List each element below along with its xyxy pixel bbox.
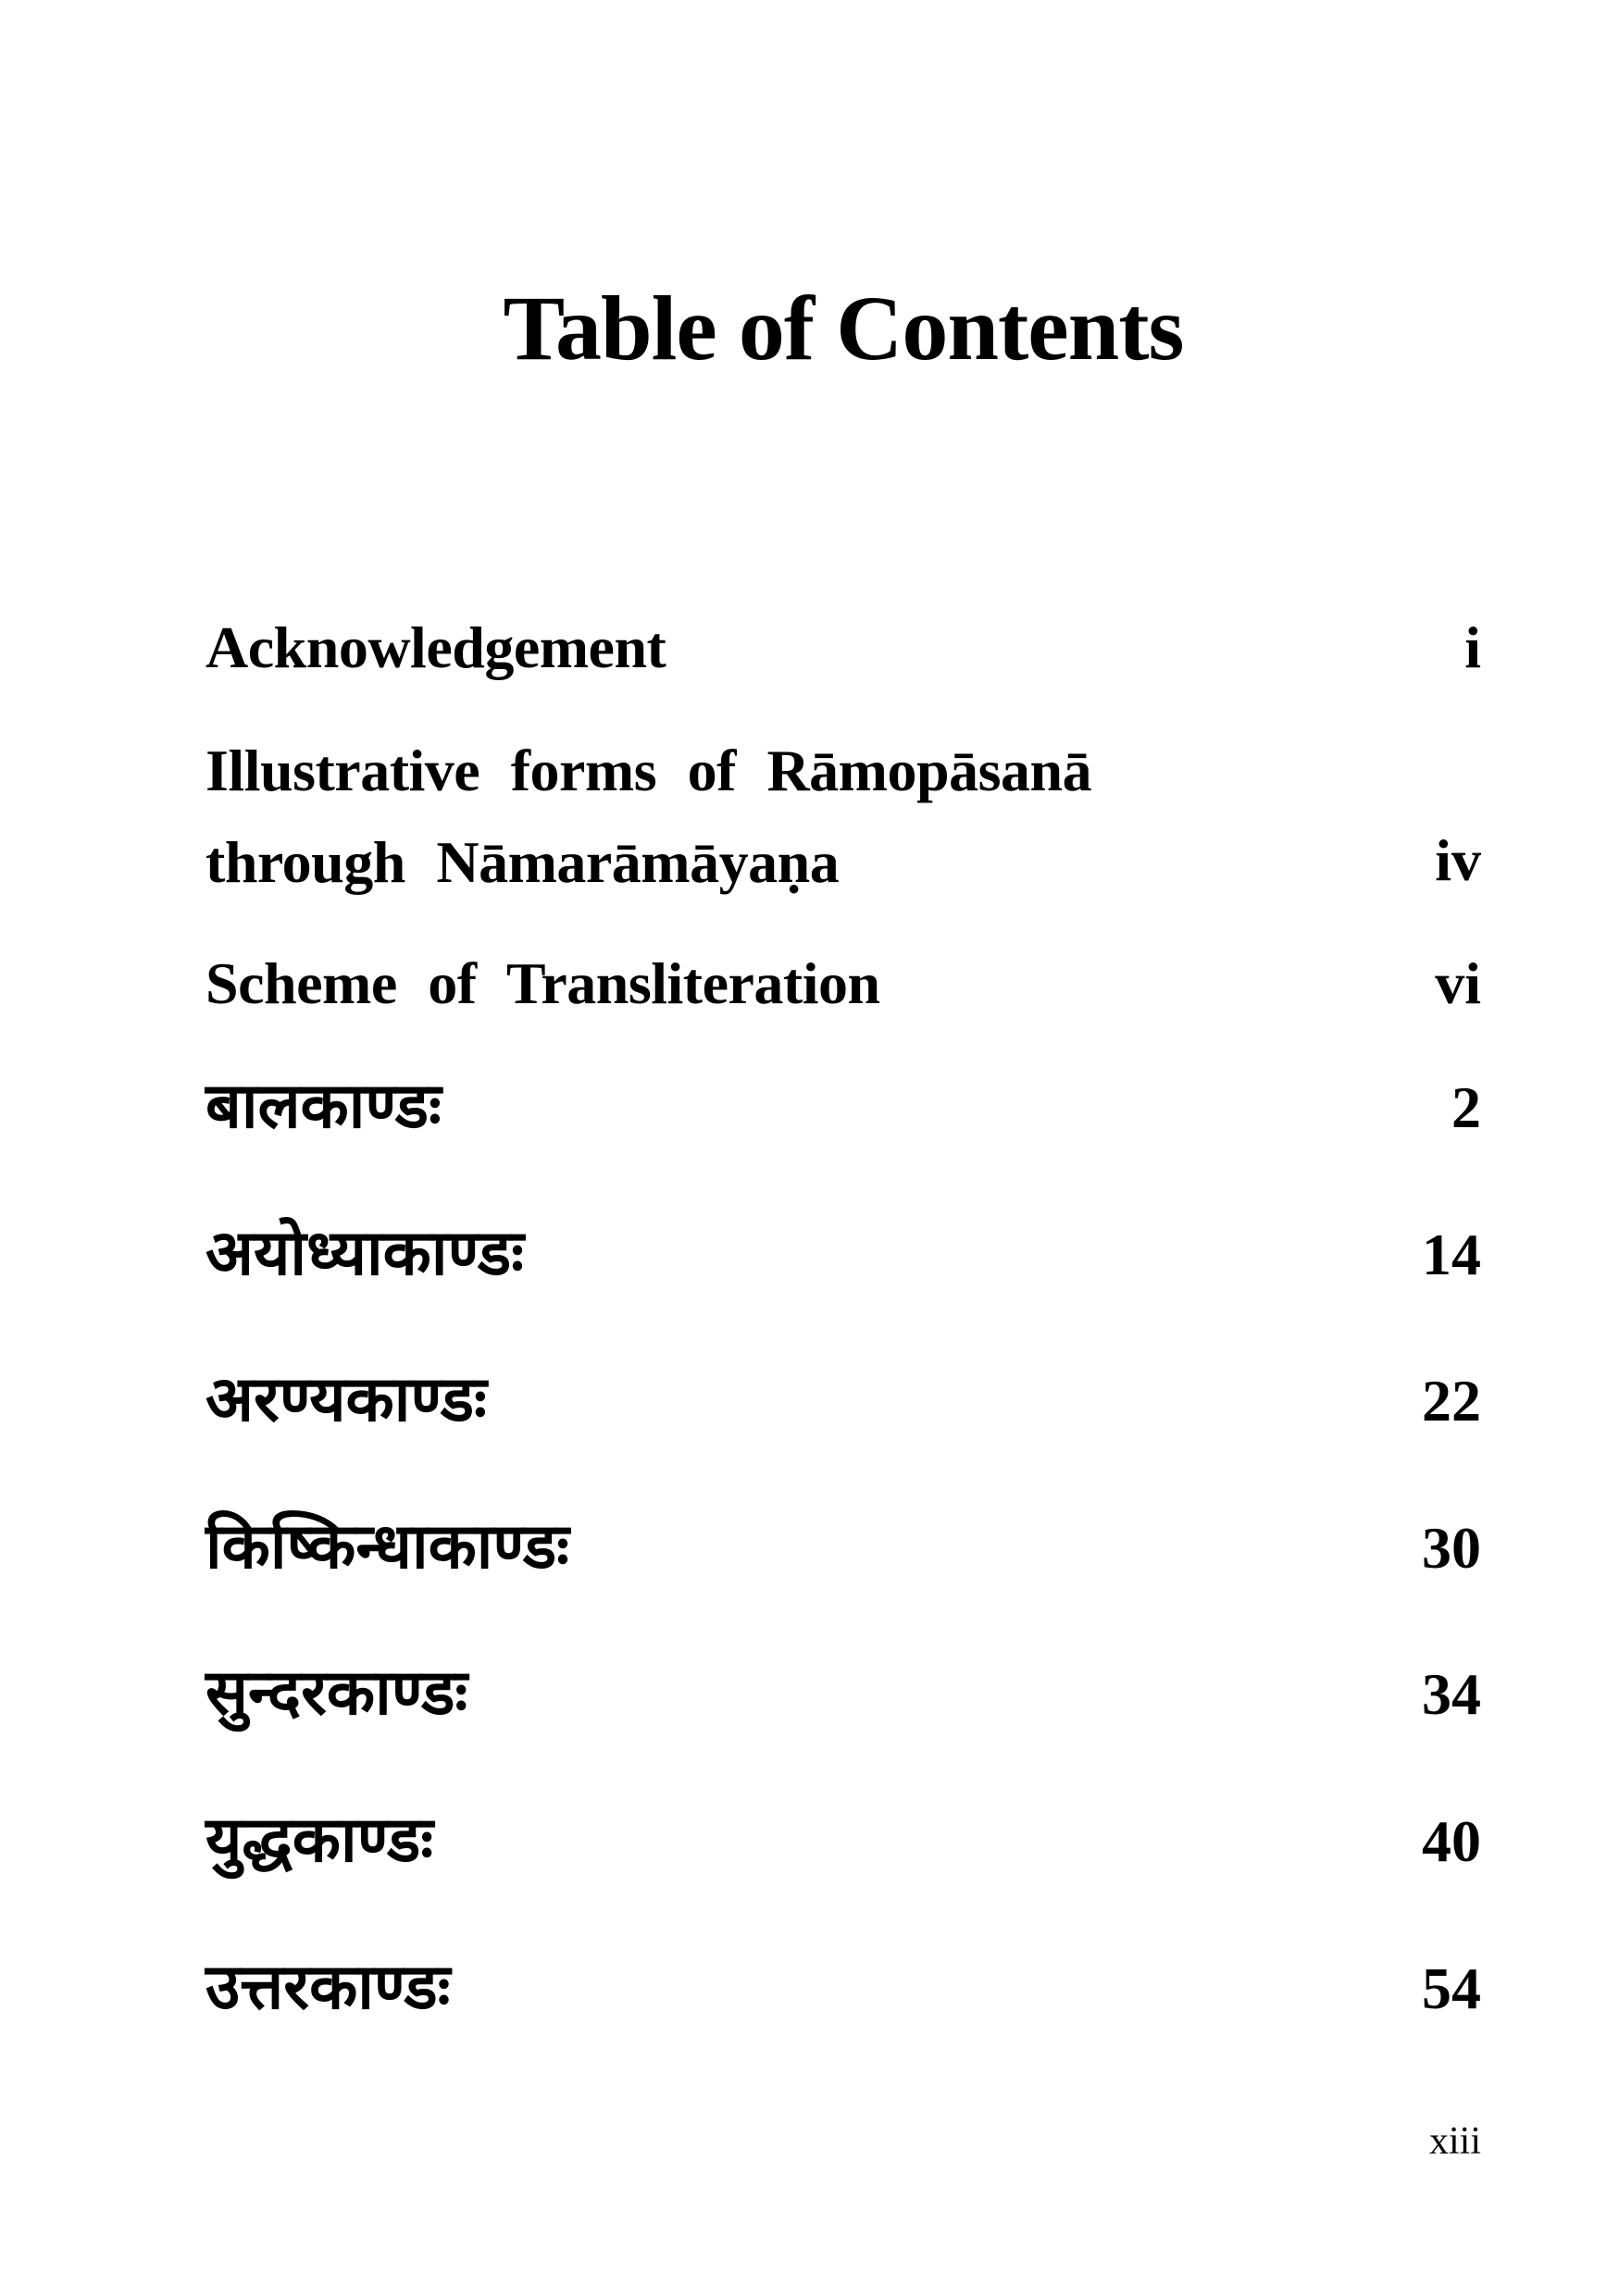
toc-entry-yuddhakanda bbox=[205, 1794, 1481, 1886]
toc-entry-label: अरण्यकाण्डः bbox=[205, 1364, 487, 1435]
toc-entry-page-number: i bbox=[1464, 614, 1481, 680]
toc-entry-ayodhyakanda bbox=[205, 1208, 1481, 1299]
toc-entry-uttarakanda bbox=[205, 1942, 1481, 2033]
toc-entry-illustrative-forms bbox=[205, 725, 1481, 908]
toc-entry-label: युद्धकाण्डः bbox=[205, 1804, 434, 1875]
toc-entry-page-number: iv bbox=[1435, 827, 1481, 894]
toc-entry-page-number: 22 bbox=[1422, 1368, 1481, 1434]
toc-entry-page-number: vi bbox=[1435, 950, 1481, 1017]
toc-entry-scheme-of-transliteration bbox=[205, 949, 1481, 1020]
toc-entry-label bbox=[205, 725, 1091, 908]
toc-entry-page-number: 14 bbox=[1422, 1221, 1481, 1287]
toc-entry-label-line-2: through Nāmarāmāyaṇa bbox=[205, 828, 840, 895]
toc-entry-label: अयोध्याकाण्डः bbox=[205, 1217, 524, 1288]
toc-entry-aranyakanda bbox=[205, 1354, 1481, 1446]
toc-entry-label-line-1: Illustrative forms of Rāmopāsanā bbox=[205, 737, 1092, 803]
toc-entry-sundarakanda bbox=[205, 1647, 1481, 1739]
toc-entry-kishkindhakanda bbox=[205, 1501, 1481, 1593]
toc-list bbox=[205, 613, 1481, 2032]
toc-entry-label: Scheme of Transliteration bbox=[205, 950, 880, 1017]
page-title: Table of Contents bbox=[503, 277, 1184, 379]
toc-entry-label: बालकाण्डः bbox=[205, 1070, 442, 1141]
toc-entry-page-number: 54 bbox=[1422, 1955, 1481, 2021]
toc-entry-page-number: 34 bbox=[1422, 1661, 1481, 1728]
toc-entry-label: उत्तरकाण्डः bbox=[205, 1951, 451, 2022]
toc-entry-page-number: 40 bbox=[1422, 1807, 1481, 1874]
toc-entry-page-number: 30 bbox=[1422, 1514, 1481, 1581]
toc-entry-label: Acknowledgement bbox=[205, 614, 666, 680]
toc-entry-balakanda bbox=[205, 1061, 1481, 1152]
toc-entry-acknowledgement bbox=[205, 613, 1481, 684]
folio-page-number: xiii bbox=[1428, 2120, 1481, 2163]
toc-entry-label: किष्किन्धाकाण्डः bbox=[205, 1510, 569, 1582]
toc-entry-page-number: 2 bbox=[1451, 1074, 1481, 1140]
toc-entry-label: सुन्दरकाण्डः bbox=[205, 1657, 468, 1729]
